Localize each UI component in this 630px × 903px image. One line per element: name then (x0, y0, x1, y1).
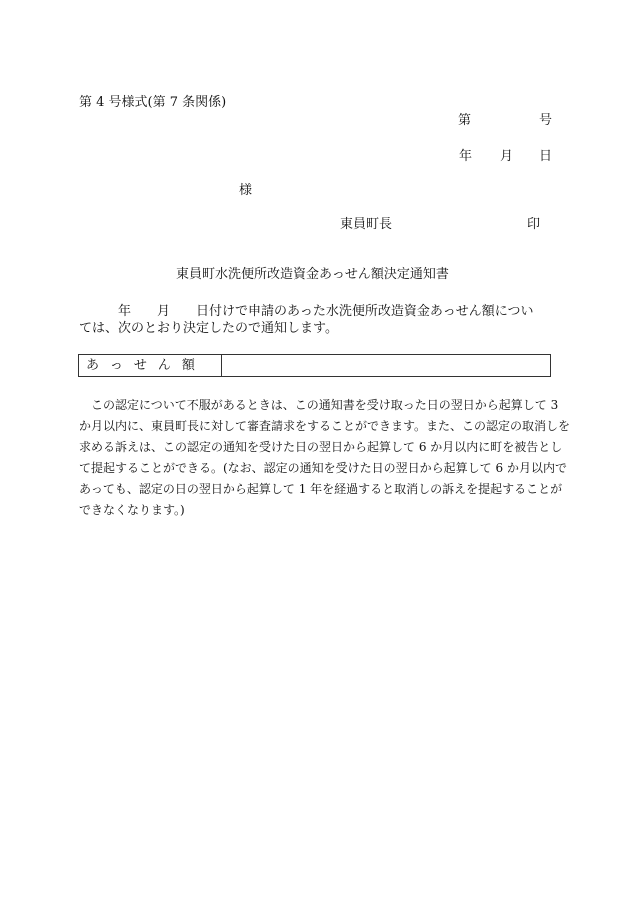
date-year-label: 年 (459, 149, 473, 164)
appeal-notice-line: 求める訴えは、この認定の通知を受けた日の翌日から起算して 6 か月以内に町を被告とし (79, 440, 563, 454)
appeal-notice-line: この認定について不服があるときは、この通知書を受け取った日の翌日から起算して 3 (79, 398, 559, 412)
document-title: 東員町水洗便所改造資金あっせん額決定通知書 (176, 267, 449, 282)
amount-value-field[interactable] (222, 355, 550, 376)
date-day-label: 日 (539, 149, 553, 164)
date-month-label: 月 (500, 149, 514, 164)
appeal-notice-line: できなくなります。) (79, 503, 185, 517)
body-text-line: ては、次のとおり決定したので通知します。 (79, 321, 338, 336)
appeal-notice-line: あっても、認定の日の翌日から起算して 1 年を経過すると取消しの訴えを提起することが (79, 482, 563, 496)
amount-label: あっせん額 (79, 355, 222, 376)
seal-mark: 印 (527, 217, 541, 232)
appeal-notice-line: か月以内に、東員町長に対して審査請求をすることができます。また、この認定の取消しを (79, 419, 571, 433)
body-text-line: 年 月 日付けで申請のあった水洗便所改造資金あっせん額につい (79, 304, 534, 319)
appeal-notice-line: て提起することができる。(なお、認定の通知を受けた日の翌日から起算して 6 か月以内で (79, 461, 567, 475)
document-number-prefix: 第 (458, 113, 472, 128)
recipient-honorific: 様 (239, 183, 253, 198)
document-number-suffix: 号 (539, 113, 553, 128)
issuer-title: 東員町長 (340, 217, 393, 232)
amount-table (78, 354, 551, 377)
form-number: 第 4 号様式(第 7 条関係) (79, 95, 227, 110)
